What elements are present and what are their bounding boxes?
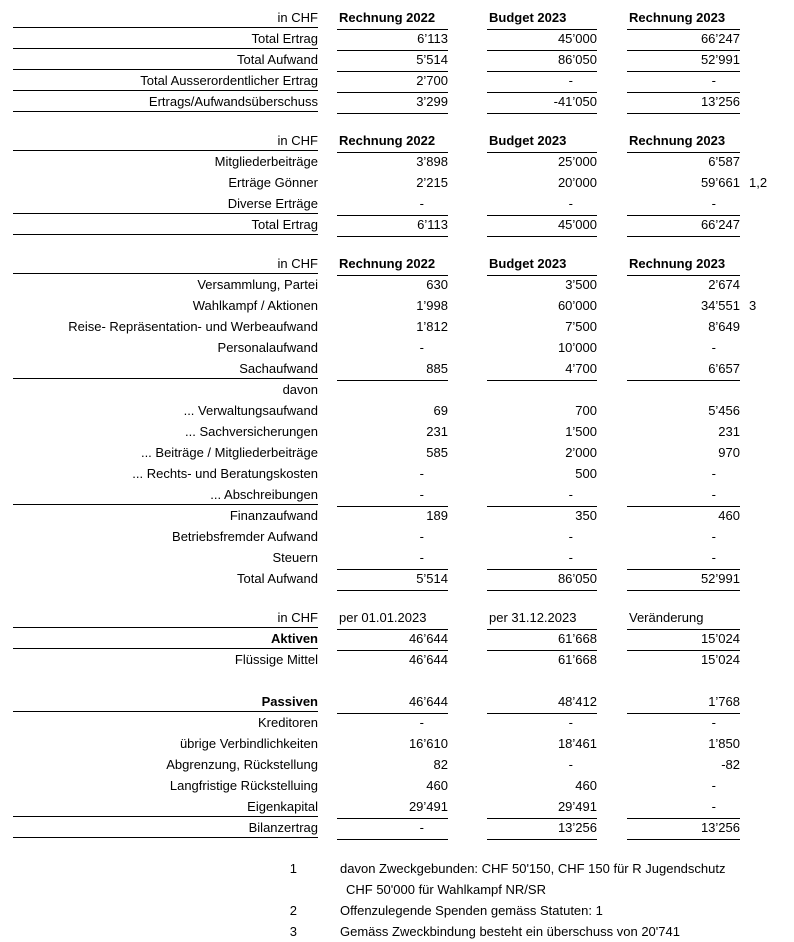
cell-value: 25’000 <box>557 154 597 169</box>
cell-value: 1’998 <box>416 298 448 313</box>
footnote <box>13 900 794 921</box>
row-label: davon <box>282 382 318 397</box>
cell-value: 6’113 <box>337 30 448 51</box>
cell-value: - <box>711 466 716 481</box>
row-label: Steuern <box>272 550 318 565</box>
cell-value: 2’215 <box>416 175 448 190</box>
footnote-text: Gemäss Zweckbindung besteht ein überschuss von 20'741 <box>340 924 680 939</box>
cell-value: 69 <box>433 403 448 418</box>
cell-value: 2’700 <box>337 72 448 93</box>
cell-value: 630 <box>426 277 448 292</box>
table-row <box>13 51 794 72</box>
footnote-number-empty <box>13 879 297 900</box>
cell-value: - <box>337 486 448 507</box>
cell-value: - <box>711 715 716 730</box>
currency-label: in CHF <box>13 9 318 28</box>
cell-value: - <box>487 549 597 570</box>
row-label: Abgrenzung, Rückstellung <box>166 757 318 772</box>
cell-value: 350 <box>575 508 597 523</box>
cell-value: 16’610 <box>408 736 448 751</box>
cell-value: -41’050 <box>487 93 597 114</box>
table-row <box>13 360 794 381</box>
table-row <box>13 819 794 840</box>
row-label: Kreditoren <box>258 715 318 730</box>
cell-value: - <box>627 798 740 819</box>
table-row <box>13 153 794 174</box>
table-ertrag <box>13 132 794 237</box>
cell-value: 3’500 <box>565 277 597 292</box>
cell-value: 1’850 <box>708 736 740 751</box>
table-row <box>13 756 794 777</box>
cell-value: 86’050 <box>487 570 597 591</box>
cell-value: 60’000 <box>557 298 597 313</box>
table-row <box>13 276 794 297</box>
row-label: Langfristige Rückstelluing <box>169 778 318 793</box>
cell-value: 189 <box>426 508 448 523</box>
footnote-number: 3 <box>289 924 297 939</box>
table-bilanz <box>13 609 794 840</box>
cell-value: 460 <box>718 508 740 523</box>
cell-value: 61’668 <box>487 630 597 651</box>
cell-value: 2’000 <box>565 445 597 460</box>
table-row <box>13 423 794 444</box>
row-label: Reise- Repräsentation- und Werbeaufwand <box>68 319 318 334</box>
row-label: ... Sachversicherungen <box>185 424 318 439</box>
row-label: Aktiven <box>13 630 318 649</box>
footnote-text: CHF 50'000 für Wahlkampf NR/SR <box>346 882 546 897</box>
cell-value: 7’500 <box>565 319 597 334</box>
cell-value: 10’000 <box>557 340 597 355</box>
cell-value: 61’668 <box>557 652 597 667</box>
cell-value: 45’000 <box>487 216 597 237</box>
column-header-rechnung-2023: Rechnung 2023 <box>627 132 740 153</box>
cell-value: - <box>337 819 448 840</box>
table-row <box>13 630 794 651</box>
cell-value: 460 <box>426 778 448 793</box>
column-header-budget-2023: Budget 2023 <box>487 9 597 30</box>
cell-value: - <box>419 340 424 355</box>
cell-value: 5’514 <box>337 570 448 591</box>
table-row <box>13 339 794 360</box>
row-label: Betriebsfremder Aufwand <box>172 529 318 544</box>
cell-value: 231 <box>426 424 448 439</box>
row-label: Sachaufwand <box>13 360 318 379</box>
cell-value: -82 <box>721 757 740 772</box>
cell-value: - <box>627 549 740 570</box>
cell-value: 29’491 <box>487 798 597 819</box>
cell-value: - <box>419 466 424 481</box>
footnotes-section <box>13 858 794 942</box>
currency-label: in CHF <box>13 132 318 151</box>
table-row <box>13 174 794 195</box>
footnote-marker: 1,2 <box>749 175 768 190</box>
cell-value: 59’661 <box>700 175 740 190</box>
cell-value: 15’024 <box>627 630 740 651</box>
row-label: Total Aufwand <box>237 571 318 586</box>
row-label: Wahlkampf / Aktionen <box>192 298 318 313</box>
cell-value: 52’991 <box>627 51 740 72</box>
cell-value: 46’644 <box>337 693 448 714</box>
cell-value: - <box>568 757 573 772</box>
cell-value: 66’247 <box>627 30 740 51</box>
cell-value: 5’456 <box>708 403 740 418</box>
row-label: ... Beiträge / Mitgliederbeiträge <box>140 445 318 460</box>
cell-value: 34’551 <box>700 298 740 313</box>
column-header-rechnung-2023: Rechnung 2023 <box>627 9 740 30</box>
cell-value: 13’256 <box>627 93 740 114</box>
row-label: Eigenkapital <box>13 798 318 817</box>
row-label: Finanzaufwand <box>229 508 318 523</box>
cell-value: 700 <box>575 403 597 418</box>
table-row <box>13 507 794 528</box>
cell-value: 6’113 <box>337 216 448 237</box>
cell-value: 1’500 <box>565 424 597 439</box>
column-header-budget-2023: Budget 2023 <box>487 255 597 276</box>
row-label: Total Ausserordentlicher Ertrag <box>13 72 318 91</box>
cell-value: 4’700 <box>487 360 597 381</box>
row-label: Ertrags/Aufwandsüberschuss <box>13 93 318 112</box>
table-row <box>13 216 794 237</box>
cell-value: 15’024 <box>700 652 740 667</box>
cell-value: 6’657 <box>627 360 740 381</box>
cell-value: 3’299 <box>337 93 448 114</box>
cell-value: 20’000 <box>557 175 597 190</box>
cell-value: 46’644 <box>337 630 448 651</box>
row-label: ... Abschreibungen <box>13 486 318 505</box>
footnote-number: 2 <box>289 903 297 918</box>
table-row <box>13 549 794 570</box>
spacer-row <box>13 672 794 693</box>
cell-value: 231 <box>718 424 740 439</box>
footnote-continuation <box>13 879 794 900</box>
row-label: Personalaufwand <box>217 340 318 355</box>
column-header-rechnung-2022: Rechnung 2022 <box>337 9 448 30</box>
footnote-text: Offenzulegende Spenden gemäss Statuten: 1 <box>340 903 603 918</box>
column-header-rechnung-2022: Rechnung 2022 <box>337 255 448 276</box>
table-header-row <box>13 609 794 630</box>
table-row <box>13 195 794 216</box>
cell-value: - <box>627 486 740 507</box>
cell-value: - <box>337 549 448 570</box>
cell-value: 13’256 <box>487 819 597 840</box>
cell-value: 18’461 <box>557 736 597 751</box>
row-label: Passiven <box>13 693 318 712</box>
cell-value: - <box>487 486 597 507</box>
cell-value: 45’000 <box>487 30 597 51</box>
cell-value: 82 <box>433 757 448 772</box>
row-label: Total Ertrag <box>13 216 318 235</box>
table-row <box>13 777 794 798</box>
cell-value: - <box>627 195 740 216</box>
row-label: Erträge Gönner <box>228 175 318 190</box>
table-row <box>13 30 794 51</box>
table-row <box>13 402 794 423</box>
cell-value: - <box>419 529 424 544</box>
row-label: ... Verwaltungsaufwand <box>183 403 318 418</box>
table-row <box>13 297 794 318</box>
cell-value: 1’768 <box>627 693 740 714</box>
column-header-rechnung-2023: Rechnung 2023 <box>627 255 740 276</box>
column-header-rechnung-2022: Rechnung 2022 <box>337 132 448 153</box>
row-label: Flüssige Mittel <box>234 652 318 667</box>
cell-value: - <box>568 715 573 730</box>
column-header-veraenderung: Veränderung <box>627 609 740 630</box>
cell-value: 29’491 <box>337 798 448 819</box>
cell-value: - <box>568 529 573 544</box>
table-aufwand <box>13 255 794 591</box>
currency-label: in CHF <box>13 255 318 274</box>
table-row <box>13 444 794 465</box>
row-label: Total Aufwand <box>13 51 318 70</box>
cell-value: - <box>627 72 740 93</box>
table-header-row <box>13 9 794 30</box>
footnote-number: 1 <box>289 861 297 876</box>
table-row <box>13 735 794 756</box>
row-label: Total Ertrag <box>13 30 318 49</box>
table-row <box>13 72 794 93</box>
cell-value: 585 <box>426 445 448 460</box>
cell-value: 46’644 <box>408 652 448 667</box>
table-row <box>13 528 794 549</box>
row-label: Versammlung, Partei <box>197 277 318 292</box>
footnote-text: davon Zweckgebunden: CHF 50'150, CHF 150 für R Jugendschutz <box>340 861 726 876</box>
footnote <box>13 858 794 879</box>
table-row <box>13 465 794 486</box>
cell-value: 2’674 <box>708 277 740 292</box>
cell-value: 1’812 <box>416 319 448 334</box>
cell-value: - <box>487 195 597 216</box>
table-row <box>13 570 794 591</box>
table-row <box>13 486 794 507</box>
row-label: Mitgliederbeiträge <box>214 154 318 169</box>
table-row <box>13 714 794 735</box>
row-label: Bilanzertrag <box>13 819 318 838</box>
column-header-per-01-01-2023: per 01.01.2023 <box>337 609 448 630</box>
cell-value: 885 <box>337 360 448 381</box>
table-row <box>13 318 794 339</box>
cell-value: 52’991 <box>627 570 740 591</box>
column-header-per-31-12-2023: per 31.12.2023 <box>487 609 597 630</box>
cell-value: - <box>711 778 716 793</box>
footnote-marker: 3 <box>749 298 757 313</box>
table-header-row <box>13 255 794 276</box>
cell-value: 5’514 <box>337 51 448 72</box>
cell-value: 500 <box>575 466 597 481</box>
table-row <box>13 381 794 402</box>
cell-value: - <box>711 529 716 544</box>
table-row <box>13 798 794 819</box>
cell-value: 66’247 <box>627 216 740 237</box>
table-row <box>13 693 794 714</box>
cell-value: - <box>711 340 716 355</box>
footnote <box>13 921 794 942</box>
row-label: ... Rechts- und Beratungskosten <box>132 466 318 481</box>
cell-value: 6’587 <box>708 154 740 169</box>
cell-value: 48’412 <box>487 693 597 714</box>
currency-label: in CHF <box>13 609 318 628</box>
cell-value: 8’649 <box>708 319 740 334</box>
cell-value: 3’898 <box>416 154 448 169</box>
column-header-budget-2023: Budget 2023 <box>487 132 597 153</box>
cell-value: - <box>419 715 424 730</box>
row-label: Diverse Erträge <box>13 195 318 214</box>
cell-value: 460 <box>575 778 597 793</box>
table-row <box>13 651 794 672</box>
cell-value: - <box>337 195 448 216</box>
cell-value: 970 <box>718 445 740 460</box>
row-label: übrige Verbindlichkeiten <box>179 736 318 751</box>
table-row <box>13 93 794 114</box>
cell-value: 86’050 <box>487 51 597 72</box>
cell-value: 13’256 <box>627 819 740 840</box>
cell-value: - <box>487 72 597 93</box>
table-header-row <box>13 132 794 153</box>
table-overview <box>13 9 794 114</box>
